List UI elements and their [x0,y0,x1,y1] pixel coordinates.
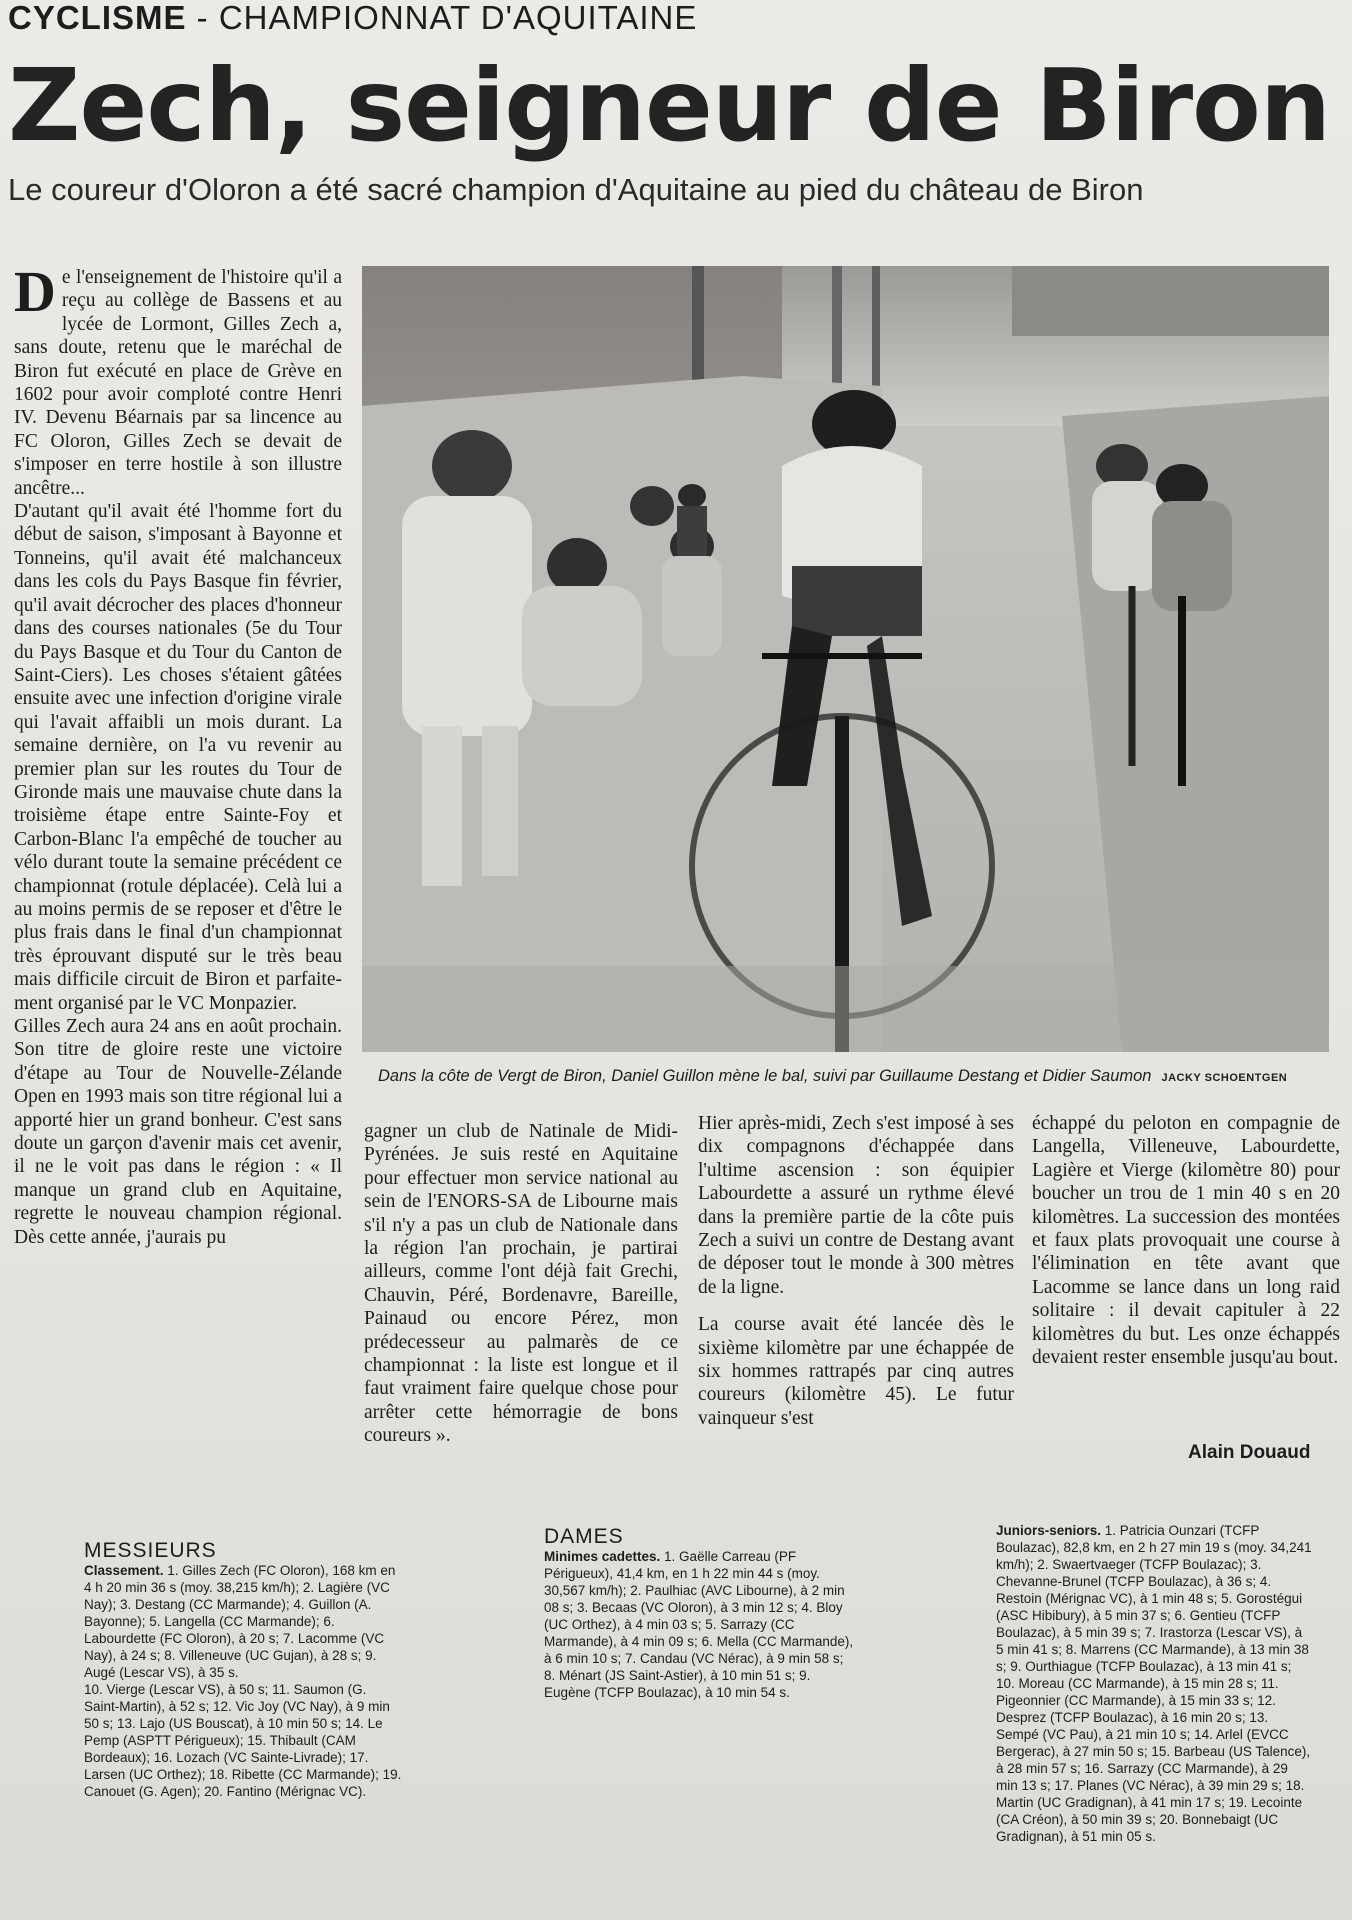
article-paragraph: échappé du peloton en compagnie de Langella, Villeneuve, Labourdette, Lagière et Vierge (kilomètre 80) pour boucher un trou de 1 min 40 s en 20 kilomètres. La succession des montées et faux plats provoquait une course à l'élimination en tête avant que Lacomme se lance dans un long raid solitaire : il devait capituler à 22 kilomètres du but. Les onze échappés devaient rester ensemble jusqu'au bout. [1032,1113,1340,1369]
kicker-section: CYCLISME [8,0,187,36]
results-heading-messieurs: MESSIEURS [84,1539,217,1562]
subheadline: Le coureur d'Oloron a été sacré champion d'Aquitaine au pied du château de Biron [8,172,1144,207]
caption-text: Dans la côte de Vergt de Biron, Daniel Guillon mène le bal, suivi par Guillaume Destang et Didier Saumon [378,1067,1152,1085]
article-column-4 [1032,1112,1340,1369]
results-juniors-seniors [996,1522,1312,1845]
headline: Zech, seigneur de Biron [8,47,1331,164]
article-column-2 [364,1120,678,1448]
results-dames [544,1526,858,1701]
article-paragraph: De l'enseignement de l'histoire qu'il a reçu au collège de Bassens et au lycée de Lormont, Gilles Zech a, sans doute, retenu que le maréchal de Biron fut exécuté en place de Grève en 1602 pour avoir comploté contre Henri IV. Devenu Béarnais par sa lincence au FC Oloron, Gilles Zech se devait de s'imposer en terre hostile à son illustre ancêtre... [14,259,342,499]
article-column-1 [14,259,342,1249]
results-text: 10. Vierge (Lescar VS), à 50 s; 11. Saumon (G. Saint-Martin), à 52 s; 12. Vic Joy (VC Nay), à 9 min 50 s; 13. Lajo (US Bouscat), à 10 min 50 s; 14. Le Pemp (ASPTT Périgueux); 15. Thibault (CAM Bordeaux); 16. Lozach (VC Sainte-Livrade); 17. Larsen (UC Orthez); 18. Ribette (CC Marmande); 19. Canouet (G. Agen); 20. Fantino (Mérignac VC). [84,1682,402,1799]
article-paragraph: La course avait été lancée dès le sixième kilomètre par une échappée de six hommes rattrapés par cinq autres coureurs (kilomètre 45). Le futur vainqueur s'est [698,1314,1014,1429]
article-paragraph: D'autant qu'il avait été l'homme fort du début de saison, s'imposant à Bayonne et Tonneins, qu'il avait été malchanceux dans les cols du Pays Basque fin février, qu'il avait décrocher des places d'honneur dans des courses nationales (5e du Tour du Pays Basque et du Tour du Canton de Saint-Ciers). Les choses s'étaient gâtées ensuite avec une infection d'origine virale qui l'avait affaibli un mois durant. La semaine dernière, on l'a vu revenir au premier plan sur les routes du Tour de Gironde mais une mauvaise chute dans la troisième étape entre Sainte-Foy et Carbon-Blanc l'a empêché de toucher au vélo durant toute la semaine précédent ce championnat (rotule déplacée). Celà lui a au moins permis de se reposer et d'être le plus frais dans le final d'un championnat très éprouvant disputé sur le très beau mais difficile circuit de Biron et parfaite-ment organisé par le VC Monpazier. [14,501,342,1014]
results-text: Classement. 1. Gilles Zech (FC Oloron), 168 km en 4 h 20 min 36 s (moy. 38,215 km/h); 2. Lagière (VC Nay); 3. Destang (CC Marmande); 4. Guillon (A. Bayonne); 5. Langella (CC Marmande); 6. Labourdette (FC Oloron), à 20 s; 7. Lacomme (VC Nay), à 24 s; 8. Villeneuve (UC Gujan), à 28 s; 9. Augé (Lescar VS), à 35 s. [84,1563,396,1680]
kicker-separator: - [186,0,219,36]
article-paragraph: Gilles Zech aura 24 ans en août prochain. Son titre de gloire reste une victoire d'étape au Tour de Nouvelle-Zélande Open en 1993 mais son titre régional lui a apporté hier un grand bonheur. C'est sans doute un garçon d'avenir mais cet avenir, il ne le voit pas dans le région : « Il manque un grand club en Aquitaine, regrette le nouveau champion régional. Dès cette année, j'aurais pu [14,1016,342,1248]
race-photo [362,266,1329,1052]
article-paragraph: gagner un club de Natinale de Midi-Pyrénées. Je suis resté en Aquitaine pour effectuer mon service national au sein de l'ENORS-SA de Libourne mais s'il n'y a pas un club de Nationale dans la région l'an prochain, je partirai ailleurs, comme l'ont déjà fait Grechi, Chauvin, Péré, Bordenavre, Bareille, Painaud ou encore Pérez, mon prédecesseur au palmarès de ce championnat : la liste est longue et il faut vraiment faire quelque chose pour arrêter cette hémorragie de bons coureurs ». [364,1121,678,1447]
drop-cap: D [14,259,56,324]
results-text: Juniors-seniors. 1. Patricia Ounzari (TCFP Boulazac), 82,8 km, en 2 h 27 min 19 s (moy. 34,241 km/h); 2. Swaertvaeger (TCFP Boulazac); 3. Chevanne-Brunel (TCFP Boulazac), à 36 s; 4. Restoin (Mérignac VC), à 1 min 48 s; 5. Gorostégui (ASC Hibibury), à 5 min 37 s; 6. Gentieu (TCFP Boulazac), à 5 min 39 s; 7. Irastorza (Lescar VS), à 5 min 41 s; 8. Marrens (CC Marmande), à 13 min 38 s; 9. Ourthiague (TCFP Boulazac), à 13 min 41 s; 10. Moreau (CC Marmande), à 15 min 28 s; 11. Pigeonnier (CC Marmande), à 15 min 33 s; 12. Desprez (TCFP Boulazac), à 16 min 20 s; 13. Sempé (VC Pau), à 21 min 10 s; 14. Arlel (EVCC Bergerac), à 27 min 50 s; 15. Barbeau (US Talence), à 28 min 57 s; 16. Sarrazy (CC Marmande), à 29 min 13 s; 17. Planes (VC Nérac), à 39 min 29 s; 18. Martin (UC Gradignan), à 41 min 17 s; 19. Lecointe (CA Créon), à 50 min 39 s; 20. Bonnebaigt (UC Gradignan), à 51 min 05 s. [996,1523,1312,1844]
section-kicker [8,0,697,36]
results-messieurs [84,1540,404,1800]
article-column-3 [698,1112,1014,1430]
results-text: Minimes cadettes. 1. Gaëlle Carreau (PF Périgueux), 41,4 km, en 1 h 22 min 44 s (moy. 30,567 km/h); 2. Paulhiac (AVC Libourne), à 2 min 08 s; 3. Becaas (VC Oloron), à 3 min 12 s; 4. Bloy (UC Orthez), à 4 min 03 s; 5. Sarrazy (CC Marmande), à 4 min 09 s; 6. Mella (CC Marmande), à 6 min 10 s; 7. Candau (VC Nérac), à 9 min 58 s; 8. Ménart (JS Saint-Astier), à 10 min 51 s; 9. Eugène (TCFP Boulazac), à 10 min 54 s. [544,1549,854,1700]
article-paragraph: Hier après-midi, Zech s'est imposé à ses dix compagnons d'échappée dans l'ultime ascension : son équipier Labourdette a assuré un rythme élevé dans la première partie de la côte puis Zech a suivi un contre de Destang avant de déposer tout le monde à 300 mètres de la ligne. [698,1113,1014,1298]
photo-credit: JACKY SCHOENTGEN [1161,1072,1288,1084]
kicker-event: CHAMPIONNAT D'AQUITAINE [218,0,698,36]
results-heading-dames: DAMES [544,1525,624,1548]
byline: Alain Douaud [1188,1442,1311,1463]
photo-caption [378,1066,1328,1088]
